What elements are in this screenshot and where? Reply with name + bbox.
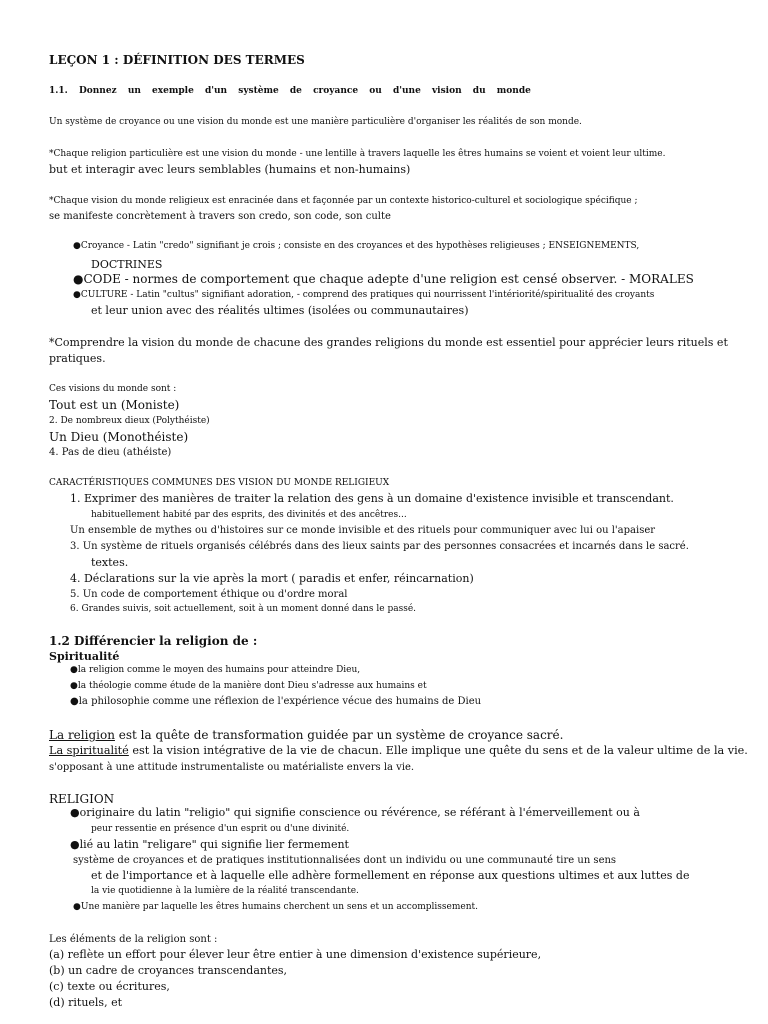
view-polytheiste: 2. De nombreux dieux (Polythéiste) [49, 416, 210, 426]
question-word: du [472, 86, 486, 96]
religion-item-3-cont-b: la vie quotidienne à la lumière de la réalité transcendante. [91, 886, 359, 896]
religion-item-1: ●originaire du latin "religio" qui signifie conscience ou révérence, se référant à l'émerveillement ou à [70, 806, 640, 819]
characteristic-5: 5. Un code de comportement éthique ou d'ordre moral [70, 589, 348, 600]
question-word: ou [369, 86, 382, 96]
question-word: système [238, 86, 279, 96]
religion-item-4: ●Une manière par laquelle les êtres humains cherchent un sens et un accomplissement. [73, 902, 479, 912]
question-word: exemple [152, 86, 194, 96]
paragraph-worldview-b: but et interagir avec leurs semblables (humains et non-humains) [49, 163, 411, 176]
characteristics-heading: CARACTÉRISTIQUES COMMUNES DES VISION DU MONDE RELIGIEUX [49, 478, 390, 488]
characteristic-2: Un ensemble de mythes ou d'histoires sur ce monde invisible et des rituels pour communiquer avec lui ou l'apaiser [70, 525, 656, 536]
religion-item-1-cont: peur ressentie en présence d'un esprit ou d'une divinité. [91, 824, 350, 834]
bullet-code: ●CODE - normes de comportement que chaque adepte d'une religion est censé observer. - MORALES [73, 272, 694, 286]
question-word: vision [431, 86, 462, 96]
view-moniste: Tout est un (Moniste) [49, 398, 180, 412]
page-title: LEÇON 1 : DÉFINITION DES TERMES [49, 53, 305, 67]
bullet-croyance-cont: DOCTRINES [91, 258, 163, 271]
religion-item-3: système de croyances et de pratiques institutionnalisées dont un individu ou une communauté tire un sens [73, 855, 617, 866]
religion-item-2: ●lié au latin "religare" qui signifie lier fermement [70, 838, 349, 851]
definition-spirituality [49, 745, 748, 758]
spirituality-item-1: ●la religion comme le moyen des humains pour atteindre Dieu, [70, 665, 361, 675]
element-c: (c) texte ou écritures, [49, 980, 170, 993]
definition-spirituality-text: est la vision intégrative de la vie de chacun. Elle implique une quête du sens et de la valeur ultime de la vie. [128, 744, 748, 757]
section-1-2-subheading: Spiritualité [49, 650, 120, 663]
characteristic-1-cont: habituellement habité par des esprits, des divinités et des ancêtres... [91, 510, 407, 520]
section-1-2-heading: 1.2 Différencier la religion de : [49, 634, 258, 648]
question-word: Donnez [78, 86, 117, 96]
question-word: d'une [392, 86, 421, 96]
question-word: d'un [204, 86, 228, 96]
religion-heading: RELIGION [49, 792, 115, 806]
religion-item-3-cont-a: et de l'importance et à laquelle elle adhère formellement en réponse aux questions ultimes et aux luttes de [91, 869, 690, 882]
view-monotheiste: Un Dieu (Monothéiste) [49, 430, 189, 444]
paragraph-understanding-b: pratiques. [49, 352, 106, 365]
element-d: (d) rituels, et [49, 996, 122, 1009]
characteristic-1: 1. Exprimer des manières de traiter la relation des gens à un domaine d'existence invisible et transcendant. [70, 492, 674, 505]
question-number: 1.1. [49, 86, 68, 96]
paragraph-worldview-a: *Chaque religion particulière est une vision du monde - une lentille à travers laquelle les êtres humains se voient et voient leur ultime. [49, 149, 666, 159]
paragraph-context-b: se manifeste concrètement à travers son credo, son code, son culte [49, 211, 391, 222]
term-religion: La religion [49, 728, 115, 742]
spirituality-item-2: ●la théologie comme étude de la manière dont Dieu s'adresse aux humains et [70, 681, 427, 691]
spirituality-item-3: ●la philosophie comme une réflexion de l'expérience vécue des humains de Dieu [70, 696, 482, 707]
question-1-1 [49, 86, 531, 96]
characteristic-4: 4. Déclarations sur la vie après la mort ( paradis et enfer, réincarnation) [70, 572, 474, 585]
question-word: un [127, 86, 141, 96]
question-word: croyance [313, 86, 359, 96]
characteristic-3: 3. Un système de rituels organisés célébrés dans des lieux saints par des personnes consacrées et incarnés dans le sacré. [70, 541, 689, 552]
question-word: de [289, 86, 302, 96]
characteristic-3-cont: textes. [91, 556, 129, 569]
definition-spirituality-cont: s'opposant à une attitude instrumentaliste ou matérialiste envers la vie. [49, 762, 415, 773]
paragraph-context-a: *Chaque vision du monde religieux est enracinée dans et façonnée par un contexte historico-culturel et sociologique spécifique ; [49, 196, 638, 206]
paragraph-understanding-a: *Comprendre la vision du monde de chacune des grandes religions du monde est essentiel pour apprécier leurs rituels et [49, 336, 728, 349]
bullet-croyance: ●Croyance - Latin "credo" signifiant je crois ; consiste en des croyances et des hypothèses religieuses ; ENSEIGNEMENTS, [73, 241, 640, 251]
definition-religion-text: est la quête de transformation guidée par un système de croyance sacré. [114, 728, 564, 742]
views-intro: Ces visions du monde sont : [49, 384, 177, 394]
element-a: (a) reflète un effort pour élever leur être entier à une dimension d'existence supérieure, [49, 948, 542, 961]
term-spirituality: La spiritualité [49, 744, 129, 757]
elements-intro: Les éléments de la religion sont : [49, 934, 218, 945]
view-atheiste: 4. Pas de dieu (athéiste) [49, 447, 172, 458]
bullet-culture: ●CULTURE - Latin "cultus" signifiant adoration, - comprend des pratiques qui nourrissent l'intériorité/spiritualité des croyants [73, 290, 655, 300]
characteristic-6: 6. Grandes suivis, soit actuellement, soit à un moment donné dans le passé. [70, 604, 417, 614]
bullet-culture-cont: et leur union avec des réalités ultimes (isolées ou communautaires) [91, 304, 469, 317]
paragraph-definition: Un système de croyance ou une vision du monde est une manière particulière d'organiser les réalités de son monde. [49, 117, 582, 127]
element-b: (b) un cadre de croyances transcendantes, [49, 964, 288, 977]
definition-religion [49, 729, 563, 743]
question-word: monde [496, 86, 531, 96]
